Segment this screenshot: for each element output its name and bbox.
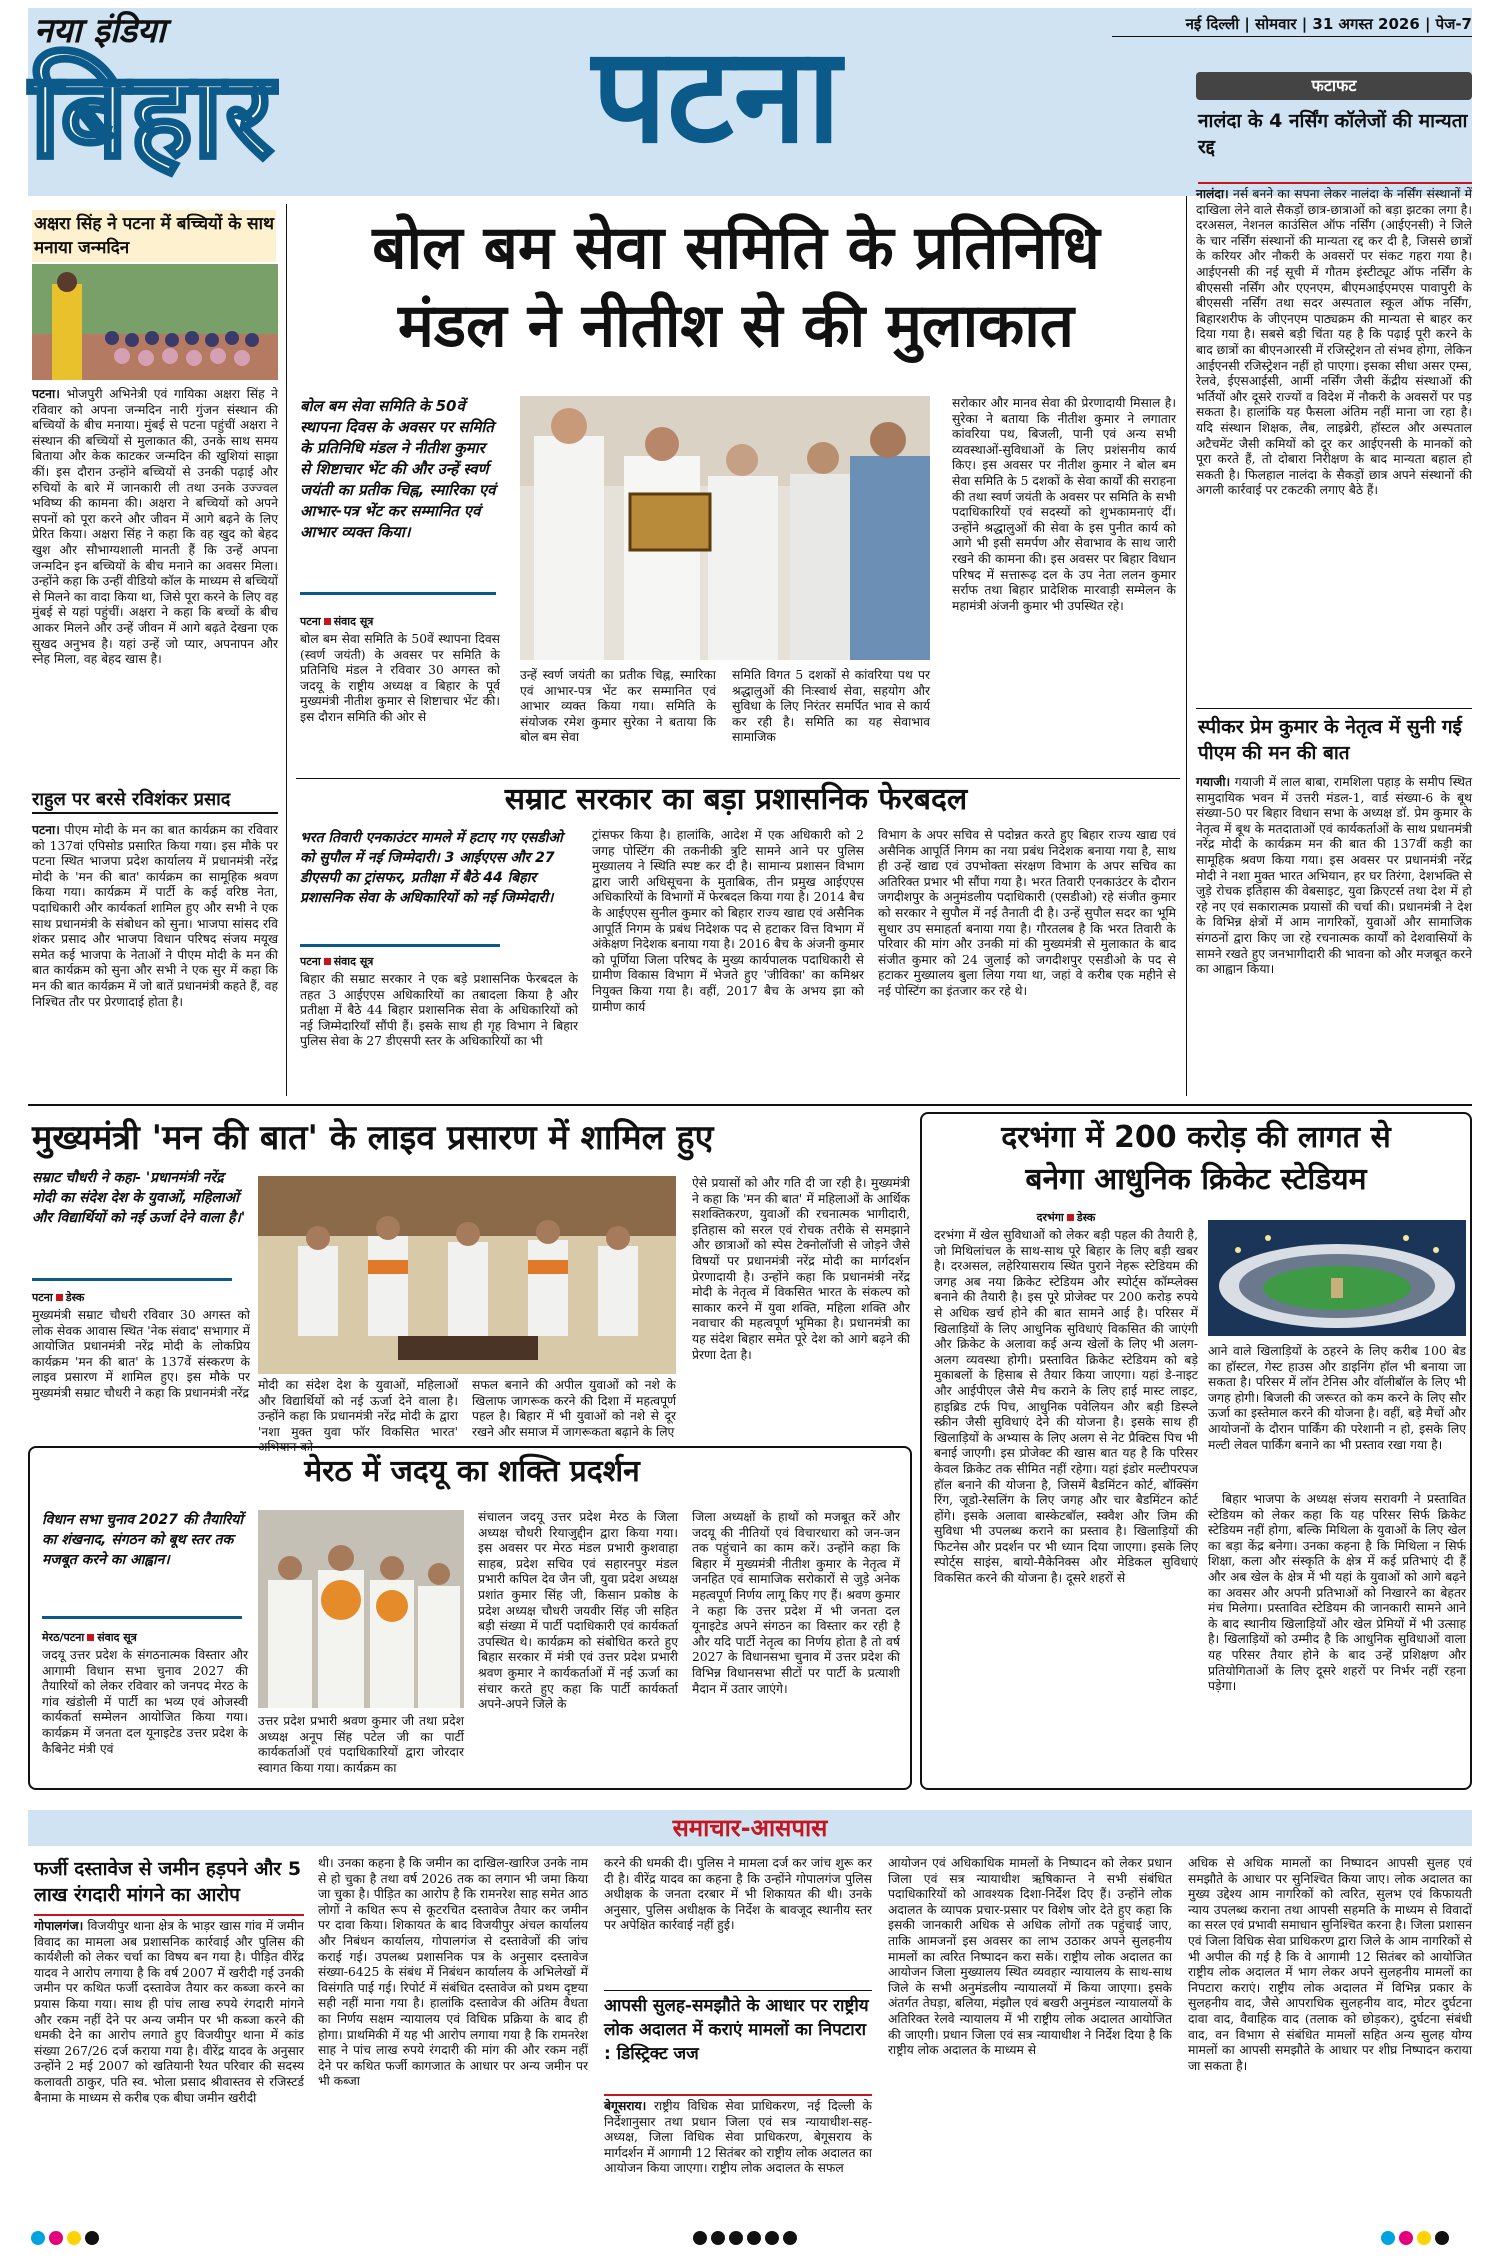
bottom-story1-headline: फर्जी दस्तावेज से जमीन हड़पने और 5 लाख रंगदारी मांगने का आरोप (34, 1858, 302, 1906)
registration-marks-center (690, 2228, 810, 2248)
darbhanga-col2a: आने वाले खिलाड़ियों के ठहरने के लिए करीब 100 बेड का हॉस्टल, गेस्ट हाउस और डाइनिंग हॉल भी बनाया जा सकता है। परिसर में लॉन टेनिस और वॉलीबॉल के लिए भी जगह होगी। बिजली की जरूरत को कम करने के लिए सौर ऊर्जा का इस्तेमाल करने की योजना है। वहीं, बड़े मैचों और आयोजनों के दौरान पार्किंग की परेशानी न हो, इसके लिए मल्टी लेवल पार्किंग बनाने का भी प्रस्ताव रखा गया है। (1208, 1344, 1466, 1452)
samrat-deck: भरत तिवारी एनकाउंटर मामले में हटाए गए एसडीओ को सुपौल में नई जिम्मेदारी। 3 आईएएस और 27 डीएसपी का ट्रांसफर, प्रतीक्षा में बैठे 44 बिहार प्रशासनिक सेवा के अधिकारियों को नई जिम्मेदारी। (300, 830, 563, 906)
left-story1-body (32, 386, 278, 778)
meerut-deck-rule (42, 1616, 242, 1619)
meerut-col3: संचालन जदयू उत्तर प्रदेश मेरठ के जिला अध्यक्ष चौधरी रियाजुद्दीन द्वारा किया गया। इस अवसर पर मेरठ मंडल प्रभारी कुशवाहा साहब, प्रदेश सचिव एवं सहारनपुर मंडल प्रभारी कपिल देव जैन जी, युवा प्रदेश अध्यक्ष प्रशांत कुमार सिंह जी, किसान प्रकोष्ठ के प्रदेश अध्यक्ष चौधरी जयवीर सिंह जी सहित बड़ी संख्या में पार्टी पदाधिकारी एवं कार्यकर्ता उपस्थित थे। कार्यक्रम को संबोधित करते हुए बिहार सरकार में मंत्री एवं उत्तर प्रदेश प्रभारी श्रवण कुमार ने कार्यकर्ताओं में नई ऊर्जा का संचार करते हुए कहा कि पार्टी कार्यकर्ता अपने-अपने जिले के (478, 1510, 678, 1712)
section-title: बिहार (30, 46, 276, 184)
darbhanga-headline-line2: बनेगा आधुनिक क्रिकेट स्टेडियम (1025, 1162, 1367, 1197)
city-title: पटना (592, 19, 841, 173)
cm-headline: मुख्यमंत्री 'मन की बात' के लाइव प्रसारण में शामिल हुए (32, 1118, 714, 1158)
cm-photo (258, 1176, 676, 1374)
left-story1-headline: अक्षरा सिंह ने पटना में बच्चियों के साथ मनाया जन्मदिन (32, 210, 276, 262)
samrat-byline-source: संवाद सूत्र (333, 955, 374, 968)
darbhanga-col2b: बिहार भाजपा के अध्यक्ष संजय सरावगी ने प्रस्तावित स्टेडियम को लेकर कहा कि यह परिसर सिर्फ क्रिकेट स्टेडियम नहीं होगा, बल्कि मिथिला के युवाओं के लिए खेल का बड़ा केंद्र बनेगा। उनका कहना है कि मिथिला न सिर्फ शिक्षा, कला और संस्कृति के क्षेत्र में कई प्रतिभाएं दी हैं और अब खेल के क्षेत्र में भी यहां के युवाओं को आगे बढ़ने का अवसर और अपनी प्रतिभाओं को निखारने का बेहतर मंच मिलेगा। प्रस्तावित स्टेडियम की जानकारी सामने आने के बाद स्थानीय खिलाड़ियों और खेल प्रेमियों में भी उत्साह है। खिलाड़ियों को उम्मीद है कि आधुनिक सुविधाओं वाला यह परिसर तैयार होने के बाद उन्हें प्रशिक्षण और प्रतियोगिताओं के लिए दूसरे शहरों पर निर्भर नहीं रहना पड़ेगा। (1208, 1492, 1466, 1694)
samrat-col3: विभाग के अपर सचिव से पदोन्नत करते हुए बिहार राज्य खाद्य एवं असैनिक आपूर्ति निगम का नया प्रबंध निदेशक बनाया गया है, साथ ही उन्हें खाद्य एवं उपभोक्ता संरक्षण विभाग के अपर सचिव का अतिरिक्त प्रभार भी सौंपा गया है। भरत तिवारी एनकाउंटर के दौरान जगदीशपुर के अनुमंडलीय पदाधिकारी (एसडीओ) रहे संजीत कुमार को सरकार ने सुपौल में नई तैनाती दी है। उन्हें सुपौल सदर का भूमि सुधार उप समाहर्ता बनाया गया है। गौरतलब है कि भरत तिवारी के परिवार की मांग और उनकी मां की मुख्यमंत्री से मुलाकात के बाद संजीत कुमार को 24 जुलाई को जगदीशपुर एसडीओ के पद से हटाकर मुख्यालय बुला लिया गया था, जहां वे करीब एक महीने से नई पोस्टिंग का इंतजार कर रहे थे। (878, 828, 1176, 998)
main-byline (300, 612, 500, 633)
bottom-story2-col2: आयोजन एवं अधिकाधिक मामलों के निष्पादन को लेकर प्रधान जिला एवं सत्र न्यायाधीश ऋषिकान्त ने सभी संबंधित पदाधिकारियों को आवश्यक दिशा-निर्देश दिए हैं। उन्होंने लोक अदालत के व्यापक प्रचार-प्रसार पर विशेष जोर देते हुए कहा कि इसकी जानकारी अधिक से अधिक लोगों तक पहुंचाई जाए, ताकि आमजनों इस अवसर का लाभ उठाकर अपने सुलहनीय मामलों का त्वरित निष्पादन करा सकें। राष्ट्रीय लोक अदालत का आयोजन जिला मुख्यालय स्थित व्यवहार न्यायालय के साथ-साथ जिले के सभी अनुमंडलीय न्यायालयों में किया जाएगा। इसके अंतर्गत तेघड़ा, बलिया, मंझौल एवं बखरी अनुमंडल न्यायालयों के अतिरिक्त रेलवे न्यायालय में भी राष्ट्रीय लोक अदालत आयोजित की जाएगी। प्रधान जिला एवं सत्र न्यायाधीश ने निर्देश दिया है कि राष्ट्रीय लोक अदालत के माध्यम से (888, 1856, 1172, 2058)
byline-marker (87, 1634, 94, 1641)
bottom-story2-rule (604, 2094, 872, 2096)
left-column-border (286, 204, 287, 1096)
right-brief-rule (1198, 182, 1472, 184)
right-story2-text: गयाजी में लाल बाबा, रामशिला पहाड़ के समीप स्थित सामुदायिक भवन में उत्तरी मंडल-1, वार्ड संख्या-6 के बूथ संख्या-50 पर बिहार विधान सभा के अध्यक्ष डॉ. प्रेम कुमार के नेतृत्व में बूथ के मतदाताओं एवं कार्यकर्ताओं के साथ प्रधानमंत्री नरेंद्र मोदी के कार्यक्रम मन की बात की 137वीं कड़ी का सामूहिक श्रवण किया गया। इस अवसर पर प्रधानमंत्री नरेंद्र मोदी ने नशा मुक्त भारत अभियान, हर घर तिरंगा, देशभक्ति से जुड़े रोचक इतिहास की वेबसाइट, युवा क्रिएटर्स तथा देश में हो रहे नए एवं सकारात्मक प्रयासों की चर्चा की। प्रधानमंत्री ने देश के विभिन्न क्षेत्रों में आम नागरिकों, युवाओं और सामाजिक संगठनों द्वारा किए जा रहे रचनात्मक कार्यों को देशवासियों के सामने रखते हुए जनभागीदारी की भावना को और मजबूत करने का आह्वान किया। (1196, 775, 1472, 977)
bottom-story2-col1-text: राष्ट्रीय विधिक सेवा प्राधिकरण, नई दिल्ली के निर्देशानुसार तथा प्रधान जिला एवं सत्र न्यायाधीश-सह-अध्यक्ष, जिला विधिक सेवा प्राधिकरण, बेगूसराय के मार्गदर्शन में आगामी 12 सितंबर को राष्ट्रीय लोक अदालत का आयोजन किया जाएगा। राष्ट्रीय लोक अदालत के सफल (604, 2099, 872, 2176)
byline-marker (324, 618, 331, 625)
darbhanga-col1: दरभंगा में खेल सुविधाओं को लेकर बड़ी पहल की तैयारी है, जो मिथिलांचल के साथ-साथ पूरे बिहार के लिए बड़ी खबर है। दरअसल, लहेरियासराय स्थित पुराने नेहरू स्टेडियम की जगह अब नया क्रिकेट स्टेडियम और स्पोर्ट्स कॉम्प्लेक्स बनाने की तैयारी है। इस पूरे प्रोजेक्ट पर 200 करोड़ रुपये से अधिक खर्च होने की बात सामने आई है। परिसर में खिलाड़ियों के लिए आधुनिक सुविधाएं विकसित की जाएंगी और क्रिकेट के अलावा कई अन्य खेलों के लिए भी अलग-अलग व्यवस्था होगी। प्रस्तावित क्रिकेट स्टेडियम को बड़े मुकाबलों के हिसाब से तैयार किया जाएगा। यहां डे-नाइट और आईपीएल जैसे मैच कराने के लिए हाई मास्ट लाइट, हाइब्रिड टर्फ पिच, आधुनिक पवेलियन और बड़ी डिस्प्ले स्क्रीन जैसी सुविधाएं देने की योजना है। इसके साथ ही खिलाड़ियों के अभ्यास के लिए अलग से नेट प्रैक्टिस पिच भी बनाई जाएगी। इस प्रोजेक्ट की खास बात यह है कि परिसर केवल क्रिकेट तक सीमित नहीं रहेगा। यहां इंडोर मल्टीपरपज हॉल बनाने की योजना है, जिसमें बैडमिंटन कोर्ट, बॉक्सिंग रिंग, जूडो-रेसलिंग के लिए जगह और चार बैडमिंटन कोर्ट होंगे। इसके अलावा बास्केटबॉल, स्क्वैश और जिम की सुविधा भी उपलब्ध कराने का प्रस्ताव है। खिलाड़ियों की फिटनेस और प्रदर्शन पर भी ध्यान दिया जाएगा। इसके लिए स्पोर्ट्स साइंस, बायो-मैकेनिक्स और मेडिकल सुविधाएं विकसित करने की योजना है। दूसरे शहरों से (934, 1228, 1198, 1586)
left-story2-body (32, 822, 278, 1094)
fatafat-tag: फटाफट (1196, 72, 1472, 100)
left-story1-city: पटना। (32, 386, 60, 401)
meerut-col1: जदयू उत्तर प्रदेश के संगठनात्मक विस्तार और आगामी विधान सभा चुनाव 2027 की तैयारियों को लेकर रविवार को जनपद मेरठ के गांव खंडोली में पार्टी का भव्य एवं ओजस्वी कार्यकर्ता सम्मेलन आयोजित किया गया। कार्यक्रम में जनता दल यूनाइटेड उत्तर प्रदेश के कैबिनेट मंत्री एवं (42, 1648, 248, 1756)
darbhanga-byline (934, 1208, 1198, 1229)
registration-marks-left (30, 2228, 120, 2248)
bottom-story1-col2: थी। उनका कहना है कि जमीन का दाखिल-खारिज उनके नाम से हो चुका है तथा वर्ष 2026 तक का लगान भी जमा किया जा चुका है। पीड़ित का आरोप है कि रामनरेश साह समेत आठ लोगों ने कथित रूप से कूटरचित दस्तावेज तैयार कर जमीन पर दावा किया। शिकायत के बाद विजयीपुर अंचल कार्यालय और निबंधन कार्यालय, गोपालगंज से दस्तावेजों की जांच कराई गई। उपलब्ध प्रशासनिक पत्र के अनुसार दस्तावेज संख्या-6425 के संबंध में निबंधन कार्यालय के अभिलेखों में विसंगति पाई गई। रिपोर्ट में संबंधित दस्तावेज को प्रथम दृष्टया सही नहीं माना गया है। हालांकि दस्तावेज की अंतिम वैधता का निर्णय सक्षम न्यायालय एवं विधिक प्रक्रिया के बाद ही होगा। प्राथमिकी में यह भी आरोप लगाया गया है कि रामनरेश साह ने पांच लाख रुपये रंगदारी की मांग की और रकम नहीं देने पर कथित फर्जी कागजात के आधार पर अन्य जमीन पर भी कब्जा (318, 1856, 588, 2089)
byline-marker (324, 958, 331, 965)
dateline: नई दिल्ली | सोमवार | 31 अगस्त 2026 | पेज-7 (1185, 15, 1472, 33)
cm-col4: ऐसे प्रयासों को और गति दी जा रही है। मुख्यमंत्री ने कहा कि 'मन की बात' में महिलाओं के आर्थिक सशक्तिकरण, युवाओं की रचनात्मक भागीदारी, इतिहास को सरल एवं रोचक तरीके से समझाने और छात्राओं को स्पेस टेक्नोलॉजी से जोड़ने जैसे विषयों पर प्रधानमंत्री नरेंद्र मोदी का मार्गदर्शन प्रेरणादायी है। उन्होंने कहा कि प्रधानमंत्री नरेंद्र मोदी के नेतृत्व में विकसित भारत के संकल्प को साकार करने में युवा शक्ति, महिला शक्ति और नवाचार की महत्वपूर्ण भूमिका है। प्रधानमंत्री का यह संदेश बिहार समेत पूरे देश को आगे बढ़ने की प्रेरणा देता है। (692, 1176, 910, 1362)
right-brief-text: नर्स बनने का सपना लेकर नालंदा के नर्सिंग संस्थानों में दाखिला लेने वाले सैकड़ों छात्र-छात्राओं को बड़ा झटका लगा है। दरअसल, नेशनल काउंसिल ऑफ नर्सिंग (आईएनसी) ने जिले के चार नर्सिंग संस्थानों की मान्यता रद्द कर दी है, जिससे छात्रों के करियर और नौकरी के अवसरों पर संकट गहरा गया है। आईएनसी की नई सूची में गौतम इंस्टीट्यूट ऑफ नर्सिंग के बीएससी नर्सिंग और एएनएम, बीएमआईएमएस पावापुरी के बीएससी नर्सिंग तथा सदर अस्पताल स्कूल ऑफ नर्सिंग, बिहारशरीफ के जीएनएम पाठ्यक्रम की मान्यता से बाहर कर दिया गया है। सबसे बड़ी चिंता यह है कि पढ़ाई पूरी करने के बाद छात्रों का बीएनआरसी में रजिस्ट्रेशन तो संभव होगा, लेकिन आईएनसी रजिस्ट्रेशन नहीं हो पाएगा। इसका सीधा असर एम्स, रेलवे, ईएसआईसी, आर्मी नर्सिंग जैसी केंद्रीय संस्थाओं की भर्तियों और दूसरे राज्यों व विदेश में नौकरी के अवसरों पर पड़ सकता है। हालांकि यह फैसला अंतिम नहीं माना जा रहा है। यदि संस्थान शिक्षक, लैब, लाइब्रेरी, हॉस्टल और अस्पताल अटैचमेंट जैसी कमियों को दूर कर आईएनसी के मानकों को पूरा करते हैं, तो दोबारा निरीक्षण के बाद मान्यता बहाल हो सकती है। फिलहाल नालंदा के सैकड़ों छात्र अपने संस्थानों की अगली कार्रवाई पर टकटकी लगाए बैठे हैं। (1196, 187, 1472, 498)
main-headline-line1: बोल बम सेवा समिति के प्रतिनिधि (372, 213, 1100, 283)
akshara-photo (32, 264, 278, 380)
byline-marker (56, 1294, 63, 1301)
bottom-story2-top-rule (604, 1990, 872, 1991)
meerut-byline (42, 1628, 248, 1649)
main-col1: बोल बम सेवा समिति के 50वें स्थापना दिवस (स्वर्ण जयंती) के अवसर पर समिति के प्रतिनिधि मंडल ने रविवार 30 अगस्त को जदयू के राष्ट्रीय अध्यक्ष व बिहार के पूर्व मुख्यमंत्री नीतीश कुमार से शिष्टाचार भेंट की। इस दौरान समिति की ओर से (300, 632, 500, 724)
cm-col1: मुख्यमंत्री सम्राट चौधरी रविवार 30 अगस्त को लोक सेवक आवास स्थित 'नेक संवाद' सभागार में आयोजित प्रधानमंत्री नरेंद्र मोदी के लोकप्रिय कार्यक्रम 'मन की बात' के 137वें संस्करण के लाइव प्रसारण में शामिल हुए। इस मौके पर मुख्यमंत्री सम्राट चौधरी ने कहा कि प्रधानमंत्री नरेंद्र (32, 1308, 250, 1400)
right-brief-city: नालंदा। (1196, 186, 1229, 201)
section-divider-1 (28, 1104, 1472, 1106)
left-story1-text: भोजपुरी अभिनेत्री एवं गायिका अक्षरा सिंह ने रविवार को अपना जन्मदिन नारी गुंजन संस्थान की बच्चियों के बीच मनाया। मुंबई से पटना पहुंचीं अक्षरा ने संस्थान की बच्चियों से मुलाकात की, उनके साथ समय बिताया और केक काटकर जन्मदिन की खुशियां साझा कीं। इस दौरान उन्होंने बच्चियों से उनकी पढ़ाई और रुचियों के बारे में जानकारी ली तथा उनके उज्ज्वल भविष्य की कामना की। अक्षरा ने बच्चियों को अपने सपनों को पूरा करने और जीवन में आगे बढ़ने के लिए प्रेरित किया। अक्षरा सिंह ने कहा कि वह खुद को बेहद खुश और सौभाग्यशाली मानती हैं कि उन्हें अपना जन्मदिन इन बच्चियों के बीच मनाने का अवसर मिला। उन्होंने कहा कि उन्हीं वीडियो कॉल के माध्यम से बच्चियों से मिलने का वादा किया था, जिसे पूरा करने के लिए वह मुंबई से यहां पहुंचीं। अक्षरा ने कहा कि बच्चों के बीच आकर मिलने और उन्हें जीवन में आगे बढ़ते देखना एक सुखद अनुभव है। यहां उन्हें जो प्यार, अपनापन और स्नेह मिला, वह बेहद खास है। (32, 387, 278, 667)
cm-byline-source: डेस्क (65, 1291, 85, 1304)
left-story2-city: पटना। (32, 822, 60, 837)
main-byline-source: संवाद सूत्र (333, 615, 374, 628)
right-brief-headline: नालंदा के 4 नर्सिंग कॉलेजों की मान्यता रद्द (1198, 110, 1468, 158)
stadium-render (1208, 1220, 1466, 1336)
cm-byline-city: पटना (32, 1291, 53, 1304)
bottom-story1-col3a: करने की धमकी दी। पुलिस ने मामला दर्ज कर जांच शुरू कर दी है। वीरेंद्र यादव का कहना है कि उन्होंने गोपालगंज पुलिस अधीक्षक के जनता दरबार में भी शिकायत की थी। उनके अनुसार, पुलिस अधीक्षक के निर्देश के बावजूद स्थानीय स्तर पर अपेक्षित कार्रवाई नहीं हुई। (604, 1856, 872, 1933)
meerut-col2: उत्तर प्रदेश प्रभारी श्रवण कुमार जी तथा प्रदेश अध्यक्ष अनूप सिंह पटेल जी का पार्टी कार्यकर्ताओं एवं पदाधिकारियों द्वारा जोरदार स्वागत किया गया। कार्यक्रम का (258, 1714, 464, 1775)
left-story2-text: पीएम मोदी के मन का बात कार्यक्रम का रविवार को 137वां एपिसोड प्रसारित किया गया। इस मौके पर पटना स्थित भाजपा प्रदेश कार्यालय में प्रधानमंत्री नरेंद्र मोदी के 'मन की बात' कार्यक्रम का सामूहिक श्रवण किया गया। कार्यक्रम में पार्टी के कई वरिष्ठ नेता, पदाधिकारी और कार्यकर्ता शामिल हुए और सभी ने एक साथ प्रधानमंत्री के संबोधन को सुना। भाजपा सांसद रवि शंकर प्रसाद और भाजपा विधान परिषद संजय मयूख समेत कई भाजपा के नेताओं ने पीएम मोदी के मन की बात कार्यक्रम को सुना और सभी ने एक सुर में कहा कि मन की बात कार्यक्रम में जो बातें प्रधानमंत्री कहते हैं, वह निश्चित तौर पर प्रेरणादाई होता है। (32, 823, 278, 1009)
main-deck: बोल बम सेवा समिति के 50वें स्थापना दिवस के अवसर पर समिति के प्रतिनिधि मंडल ने नीतीश कुमार से शिष्टाचार भेंट की और उन्हें स्वर्ण जयंती का प्रतीक चिह्न, स्मारिका एवं आभार-पत्र भेंट कर सम्मानित एवं आभार व्यक्त किया। (300, 397, 496, 541)
samrat-col1: बिहार की सम्राट सरकार ने एक बड़े प्रशासनिक फेरबदल के तहत 3 आईएएस अधिकारियों का तबादला किया है और प्रतीक्षा में बैठे 44 बिहार प्रशासनिक सेवा के अधिकारियों को नई जिम्मेदारियाँ सौंपी हैं। इसके साथ ही गृह विभाग ने बिहार पुलिस सेवा के 27 डीएसपी स्तर के अधिकारियों का भी (300, 972, 578, 1049)
cm-byline (32, 1288, 250, 1309)
cm-deck: सम्राट चौधरी ने कहा- 'प्रधानमंत्री नरेंद्र मोदी का संदेश देश के युवाओं, महिलाओं और विद्यार्थियों को नई ऊर्जा देने वाला है।' (32, 1170, 246, 1226)
cm-col3: सफल बनाने की अपील युवाओं को नशे के खिलाफ जागरूक करने की दिशा में महत्वपूर्ण पहल है। बिहार में भी युवाओं को नशे से दूर रखने और समाज में जागरूकता बढ़ाने के लिए (472, 1378, 676, 1439)
darbhanga-headline-line1: दरभंगा में 200 करोड़ की लागत से (1001, 1120, 1391, 1155)
main-byline-city: पटना (300, 615, 321, 628)
meerut-col4: जिला अध्यक्षों के हाथों को मजबूत करें और जदयू की नीतियों एवं विचारधारा को जन-जन तक पहुंचाने का काम करें। उन्होंने कहा कि बिहार में मुख्यमंत्री नीतीश कुमार के नेतृत्व में जनहित एवं सामाजिक सरोकारों से जुड़े अनेक महत्वपूर्ण निर्णय लागू किए गए हैं। श्रवण कुमार ने कहा कि उत्तर प्रदेश में भी जनता दल यूनाइटेड अपने संगठन का विस्तार कर रही है और यदि पार्टी नेतृत्व का निर्णय होता है तो वर्ष 2027 के विधानसभा चुनाव में उत्तर प्रदेश की विभिन्न विधानसभा सीटों पर पार्टी के प्रत्याशी मैदान में उतार जाएंगे। (692, 1510, 900, 1696)
right-story2-body (1196, 774, 1472, 1086)
bottom-story1-col1 (34, 1918, 304, 2214)
meerut-deck: विधान सभा चुनाव 2027 की तैयारियों का शंखनाद, संगठन को बूथ स्तर तक मजबूत करने का आह्वान। (42, 1512, 243, 1568)
left-story2-headline: राहुल पर बरसे रविशंकर प्रसाद (32, 788, 278, 814)
bottom-story1-city: गोपालगंज। (34, 1918, 84, 1933)
right-brief-divider (1196, 708, 1472, 709)
right-brief-body (1196, 186, 1472, 702)
bottom-story2-col3: अधिक से अधिक मामलों का निष्पादन आपसी सुलह एवं समझौते के आधार पर सुनिश्चित किया जाए। लोक अदालत का मुख्य उद्देश्य आम नागरिकों को त्वरित, सुलभ एवं किफायती न्याय उपलब्ध कराना तथा आपसी सहमति के माध्यम से विवादों का सरल एवं प्रभावी समाधान सुनिश्चित करना है। जिला प्रशासन एवं जिला विधिक सेवा प्राधिकरण द्वारा जिले के आम नागरिकों से भी अपील की गई है कि वे आगामी 12 सितंबर को आयोजित राष्ट्रीय लोक अदालत में भाग लेकर अपने सुलहनीय मामलों का निपटारा कराएं। राष्ट्रीय लोक अदालत में विभिन्न प्रकार के सुलहनीय वाद, जैसे आपराधिक सुलहनीय वाद, मोटर दुर्घटना दावा वाद, वैवाहिक वाद (तलाक को छोड़कर), दुर्घटना संबंधी वाद, वन विभाग से संबंधित मामलों सहित अन्य सुलह योग्य मामलों का आपसी समझौते के आधार पर शीघ्र निष्पादन कराया जा सकता है। (1188, 1856, 1472, 2073)
bottom-story1-col1-text: विजयीपुर थाना क्षेत्र के भाड़र खास गांव में जमीन विवाद का मामला अब प्रशासनिक कार्रवाई और पुलिस की कार्यशैली को लेकर चर्चा का विषय बन गया है। पीड़ित वीरेंद्र यादव ने आरोप लगाया है कि वर्ष 2007 में खरीदी गई उनकी जमीन पर कथित फर्जी दस्तावेज तैयार कर कब्जा करने का प्रयास किया गया। साथ ही पांच लाख रुपये रंगदारी मांगने और रकम नहीं देने पर अन्य जमीन पर भी कब्जा करने की धमकी देने का आरोप लगाते हुए विजयीपुर थाना में कांड संख्या 267/26 दर्ज कराया गया है। वीरेंद्र यादव के अनुसार उन्होंने 2 मई 2007 को खतियानी रैयत परिवार की सदस्य कलावती ठाकुर, पति स्व. भोला प्रसाद श्रीवास्तव से रजिस्टर्ड बैनामा के माध्यम से करीब एक बीघा जमीन खरीदी (34, 1919, 304, 2105)
meerut-byline-city: मेरठ/पटना (42, 1631, 85, 1644)
main-deck-rule (300, 592, 496, 595)
meerut-headline: मेरठ में जदयू का शक्ति प्रदर्शन (304, 1454, 640, 1489)
byline-marker (1067, 1214, 1074, 1221)
bottom-story2-headline: आपसी सुलह-समझौते के आधार पर राष्ट्रीय लोक अदालत में कराएं मामलों का निपटारा : डिस्ट्रिक्ट जज (604, 1996, 869, 2064)
samrat-deck-rule (300, 944, 500, 947)
main-photo (520, 396, 930, 660)
samrat-byline-city: पटना (300, 955, 321, 968)
main-headline-line2: मंडल ने नीतीश से की मुलाकात (398, 291, 1074, 361)
darbhanga-byline-city: दरभंगा (1036, 1211, 1064, 1224)
bottom-story1-rule (34, 1914, 304, 1916)
bottom-story2-city: बेगूसराय। (604, 2098, 647, 2113)
bottom-band-title: समाचार-आसपास (672, 1814, 828, 1842)
samrat-headline: सम्राट सरकार का बड़ा प्रशासनिक फेरबदल (504, 782, 968, 817)
main-col2: उन्हें स्वर्ण जयंती का प्रतीक चिह्न, स्मारिका एवं आभार-पत्र भेंट कर सम्मानित एवं आभार व्यक्त किया गया। समिति के संयोजक रमेश कुमार सुरेका ने बताया कि बोल बम सेवा (520, 668, 716, 745)
samrat-col2: ट्रांसफर किया है। हालांकि, आदेश में एक अधिकारी को 2 जगह पोस्टिंग की तकनीकी त्रुटि सामने आने पर पुलिस मुख्यालय ने स्थिति स्पष्ट कर दी है। सामान्य प्रशासन विभाग द्वारा जारी अधिसूचना के मुताबिक, तीन प्रमुख आईएएस अधिकारियों के विभागों में फेरबदल किया गया है। 2014 बैच के आईएएस सुनील कुमार को बिहार राज्य खाद्य एवं असैनिक आपूर्ति निगम के प्रबंध निदेशक पद से हटाकर वित्त विभाग में अंकेक्षण निदेशक बनाया गया है। 2016 बैच के अंजनी कुमार को पूर्णिया जिला परिषद के मुख्य कार्यपालक पदाधिकारी से ग्रामीण विकास विभाग में भेजते हुए 'जीविका' का कमिश्नर नियुक्त किया गया है। वहीं, 2017 बैच के अभय झा को ग्रामीण कार्य (592, 828, 864, 1014)
darbhanga-byline-source: डेस्क (1076, 1211, 1096, 1224)
right-story2-headline: स्पीकर प्रेम कुमार के नेतृत्व में सुनी गई पीएम की मन की बात (1198, 716, 1462, 764)
brand-name: नया इंडिया (34, 11, 166, 51)
meerut-photo (258, 1510, 464, 1708)
samrat-top-rule (296, 778, 1180, 779)
registration-marks-right (1380, 2228, 1470, 2248)
bottom-story2-col1 (604, 2098, 872, 2214)
samrat-byline (300, 952, 578, 973)
meerut-byline-source: संवाद सूत्र (97, 1631, 137, 1644)
right-story2-city: गयाजी। (1196, 774, 1231, 789)
right-column-border (1186, 196, 1187, 1096)
cm-col2: मोदी का संदेश देश के युवाओं, महिलाओं और विद्यार्थियों को नई ऊर्जा देने वाला है। उन्होंने कहा कि प्रधानमंत्री नरेंद्र मोदी के द्वारा 'नशा मुक्त युवा फॉर विकसित भारत' अभियान को (258, 1378, 458, 1455)
dateline-rule (1112, 36, 1472, 37)
main-col3: समिति विगत 5 दशकों से कांवरिया पथ पर श्रद्धालुओं की निःस्वार्थ सेवा, सहयोग और सुविधा के लिए निरंतर समर्पित भाव से कार्य कर रही है। समिति का यह सेवाभाव सामाजिक (732, 668, 930, 745)
cm-deck-rule (32, 1278, 232, 1281)
main-col4: सरोकार और मानव सेवा की प्रेरणादायी मिसाल है। सुरेका ने बताया कि नीतीश कुमार ने लगातार कांवरिया पथ, बिजली, पानी एवं अन्य सभी व्यवस्थाओं-सुविधाओं के लिए प्रशंसनीय कार्य किए। इस अवसर पर नीतीश कुमार ने बोल बम सेवा समिति के 5 दशकों के सेवा कार्यों की सराहना की तथा स्वर्ण जयंती के अवसर पर समिति के सभी पदाधिकारियों एवं सदस्यों को शुभकामनाएं दीं। उन्होंने श्रद्धालुओं की सेवा के इस पुनीत कार्य को आगे भी इसी समर्पण और सेवाभाव के साथ जारी रखने की कामना की। इस अवसर पर बिहार विधान परिषद में सत्तारूढ़ दल के उप नेता ललन कुमार सर्राफ तथा बिहार प्रादेशिक मारवाड़ी सम्मेलन के महामंत्री अंजनी कुमार भी उपस्थित रहे। (952, 396, 1176, 613)
